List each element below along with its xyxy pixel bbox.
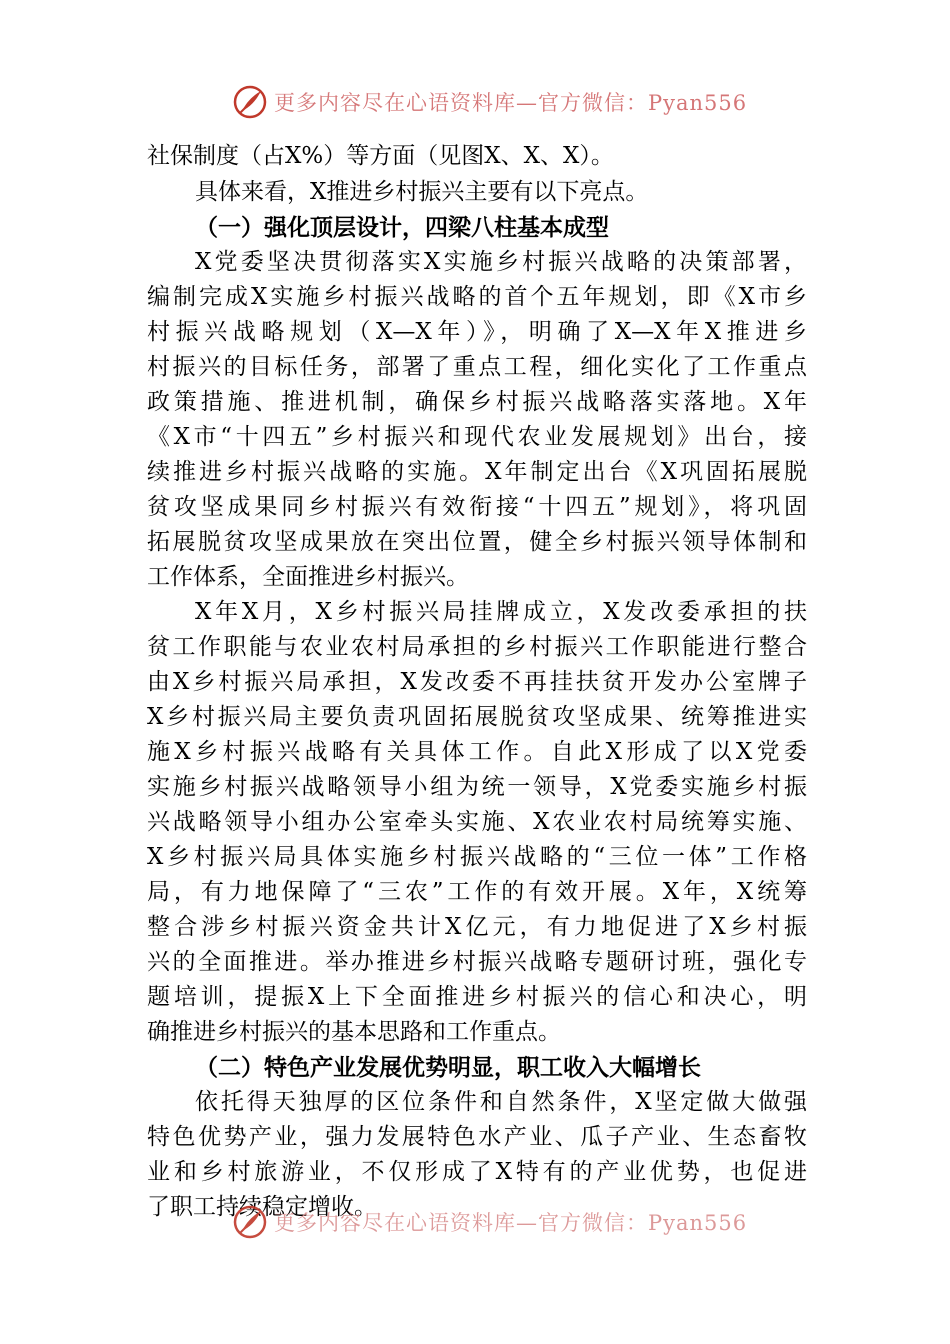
text-line: 由X乡村振兴局承担，X发改委不再挂扶贫开发办公室牌子 bbox=[147, 669, 807, 695]
text-line: 续推进乡村振兴战略的实施。X年制定出台《X巩固拓展脱 bbox=[147, 459, 807, 485]
text-line: 确推进乡村振兴的基本思路和工作重点。 bbox=[147, 1019, 561, 1045]
text-line: 特色优势产业，强力发展特色水产业、瓜子产业、生态畜牧 bbox=[147, 1124, 807, 1150]
text-line: 拓展脱贫攻坚成果放在突出位置，健全乡村振兴领导体制和 bbox=[147, 529, 807, 555]
text-line: 编制完成X实施乡村振兴战略的首个五年规划，即《X市乡 bbox=[147, 284, 807, 310]
text-line: 贫工作职能与农业农村局承担的乡村振兴工作职能进行整合 bbox=[147, 634, 807, 660]
section-heading: （二）特色产业发展优势明显，职工收入大幅增长 bbox=[195, 1054, 701, 1081]
section-heading: （一）强化顶层设计，四梁八柱基本成型 bbox=[195, 214, 609, 241]
text-line: 实施乡村振兴战略领导小组为统一领导，X党委实施乡村振 bbox=[147, 774, 807, 800]
text-line: 社保制度（占X%）等方面（见图X、X、X）。 bbox=[147, 143, 614, 169]
text-line: 兴的全面推进。举办推进乡村振兴战略专题研讨班，强化专 bbox=[147, 949, 807, 975]
text-line: 村振兴的目标任务，部署了重点工程，细化实化了工作重点 bbox=[147, 354, 807, 380]
text-line: 村振兴战略规划（X—X年）》，明确了X—X年X推进乡 bbox=[147, 319, 807, 345]
watermark-text: 更多内容尽在心语资料库—官方微信：Pyan556 bbox=[274, 1211, 748, 1235]
text-line: 具体来看，X推进乡村振兴主要有以下亮点。 bbox=[195, 179, 649, 205]
watermark-text: 更多内容尽在心语资料库—官方微信：Pyan556 bbox=[274, 91, 748, 115]
watermark-footer bbox=[232, 1202, 747, 1242]
quill-logo-icon bbox=[232, 84, 268, 120]
text-line: 工作体系，全面推进乡村振兴。 bbox=[147, 564, 469, 590]
text-line: 贫攻坚成果同乡村振兴有效衔接“十四五”规划》，将巩固 bbox=[147, 494, 807, 520]
text-line: 业和乡村旅游业，不仅形成了X特有的产业优势，也促进 bbox=[147, 1159, 807, 1185]
text-line: X党委坚决贯彻落实X实施乡村振兴战略的决策部署， bbox=[195, 249, 807, 275]
text-line: 局，有力地保障了“三农”工作的有效开展。X年，X统筹 bbox=[147, 879, 807, 905]
text-line: 兴战略领导小组办公室牵头实施、X农业农村局统筹实施、 bbox=[147, 809, 807, 835]
text-line: 施X乡村振兴战略有关具体工作。自此X形成了以X党委 bbox=[147, 739, 807, 765]
text-line: 依托得天独厚的区位条件和自然条件，X坚定做大做强 bbox=[195, 1089, 807, 1115]
quill-logo-icon bbox=[232, 1204, 268, 1240]
text-line: 题培训，提振X上下全面推进乡村振兴的信心和决心，明 bbox=[147, 984, 807, 1010]
text-line: 政策措施、推进机制，确保乡村振兴战略落实落地。X年 bbox=[147, 389, 807, 415]
text-line: 《X市“十四五”乡村振兴和现代农业发展规划》出台，接 bbox=[147, 424, 807, 450]
text-line: X年X月，X乡村振兴局挂牌成立，X发改委承担的扶 bbox=[195, 599, 807, 625]
text-line: X乡村振兴局具体实施乡村振兴战略的“三位一体”工作格 bbox=[147, 844, 807, 870]
text-line: X乡村振兴局主要负责巩固拓展脱贫攻坚成果、统筹推进实 bbox=[147, 704, 807, 730]
text-line: 整合涉乡村振兴资金共计X亿元，有力地促进了X乡村振 bbox=[147, 914, 807, 940]
text-line: 了职工持续稳定增收。 bbox=[147, 1194, 377, 1220]
watermark-header bbox=[232, 82, 747, 122]
